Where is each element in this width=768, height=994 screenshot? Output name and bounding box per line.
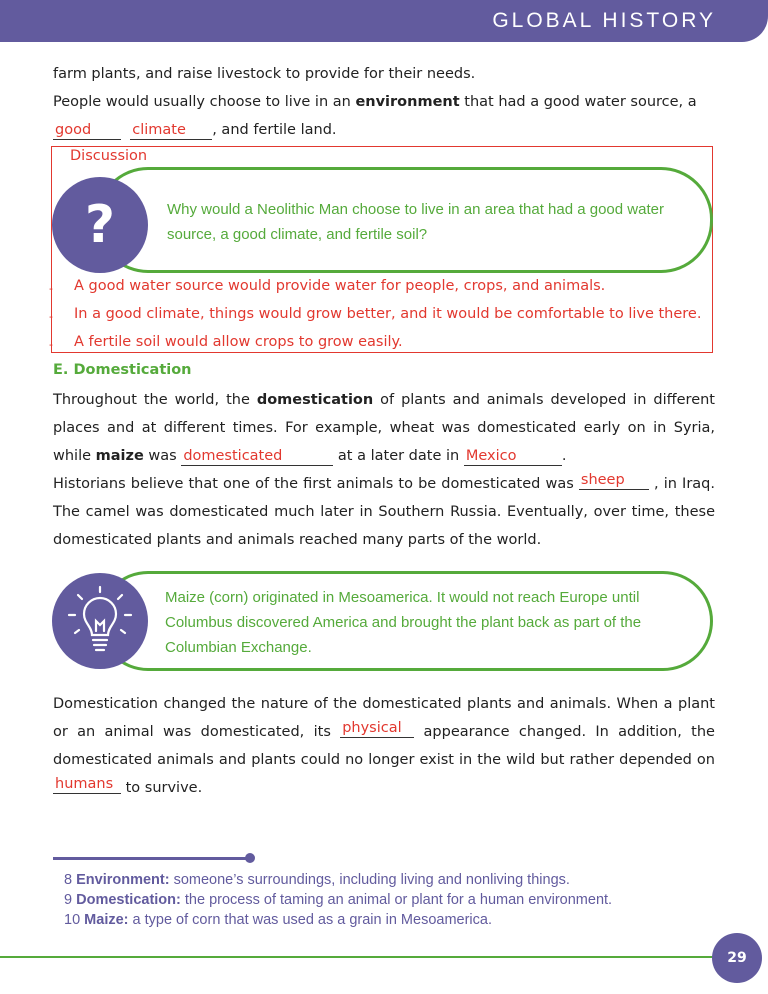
answer-dash: -	[49, 310, 53, 323]
answer-blank-domesticated: domesticated	[181, 447, 333, 466]
header-title: GLOBAL HISTORY	[492, 9, 716, 32]
discussion-answer: A good water source would provide water for people, crops, and animals.	[74, 278, 606, 294]
footnote-9: 9 Domestication: the process of taming an animal or plant for a human environment.	[64, 892, 613, 908]
answer-blank-good: good	[53, 121, 121, 140]
lightbulb-icon	[52, 573, 148, 669]
question-circle	[52, 177, 148, 273]
paragraph-intro: farm plants, and raise livestock to provide for their needs.	[53, 66, 476, 82]
answer-blank-mexico: Mexico	[464, 447, 562, 466]
answer-blank-climate: climate	[130, 121, 212, 140]
discussion-question: Why would a Neolithic Man choose to live in an area that had a good water source, a good climate, and fertile soil?	[167, 201, 664, 243]
answer-blank-humans: humans	[53, 775, 121, 794]
answer-blank-physical: physical	[340, 719, 414, 738]
answer-dash: -	[49, 282, 53, 295]
discussion-answer: A fertile soil would allow crops to grow easily.	[74, 334, 403, 350]
paragraph-animals: Historians believe that one of the first animals to be domesticated was sheep , in Iraq. The camel was domesticated much later in Southern Russia. Eventually, over time, these domesticated plants and animals reached many parts of the world.	[53, 472, 715, 548]
discussion-answer: In a good climate, things would grow better, and it would be comfortable to live there.	[74, 306, 702, 322]
discussion-label: Discussion	[70, 148, 148, 164]
footnote-8: 8 Environment: someone’s surroundings, including living and nonliving things.	[64, 872, 570, 888]
footnote-10: 10 Maize: a type of corn that was used as a grain in Mesoamerica.	[64, 912, 492, 928]
answer-blank-sheep: sheep	[579, 471, 649, 490]
footnote-divider-dot	[245, 853, 255, 863]
page-number: 29	[712, 933, 762, 983]
term-environment: environment	[355, 94, 460, 110]
tip-text: Maize (corn) originated in Mesoamerica. It would not reach Europe until Columbus discovered America and brought the plant back as part of the Columbian Exchange.	[165, 589, 642, 656]
term-maize: maize	[95, 448, 144, 464]
bottom-rule	[0, 956, 720, 958]
footnote-divider	[53, 857, 249, 860]
question-mark-icon: ?	[84, 195, 116, 255]
answer-dash: -	[49, 338, 53, 351]
paragraph-changes: Domestication changed the nature of the domesticated plants and animals. When a plant or an animal was domesticated, its physical appearance changed. In addition, the domesticated animals and plants could no longer exist in the wild but rather depended on humans to survive.	[53, 696, 715, 796]
section-heading: E. Domestication	[53, 362, 192, 378]
paragraph-environment: People would usually choose to live in an environment that had a good water source, a good climate , and fertile land.	[53, 94, 697, 138]
term-domestication: domestication	[256, 392, 374, 408]
paragraph-domestication: Throughout the world, the domestication of plants and animals developed in different places and at different times. For example, wheat was domesticated early on in Syria, while maize was domesticated at a later date in Mexico .	[53, 392, 715, 464]
tip-circle	[52, 573, 148, 669]
